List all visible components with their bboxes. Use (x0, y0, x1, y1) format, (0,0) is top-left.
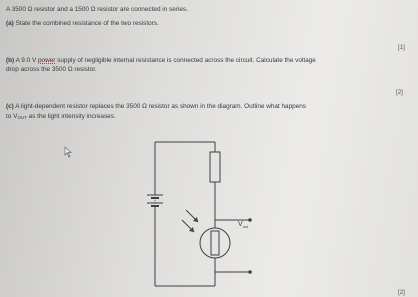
question-intro: A 3500 Ω resistor and a 1500 Ω resistor are connected in series. (6, 6, 188, 13)
part-c-line2-post: as the light intensity increases. (26, 113, 116, 120)
mouse-cursor-icon (64, 146, 73, 158)
circuit-diagram (140, 140, 280, 288)
part-b-line2: drop across the 3500 Ω resistor. (6, 66, 97, 73)
cell-symbol (147, 195, 163, 206)
part-c-question (6, 103, 306, 111)
part-b-question (6, 57, 316, 65)
output-terminal-bottom (248, 270, 252, 274)
part-c-line2 (6, 113, 116, 122)
part-c-line2-pre: to V (6, 113, 18, 120)
ldr-circle (200, 228, 230, 258)
part-b-label: (b) (6, 57, 15, 64)
part-b-line1-pre: A 9.0 V (15, 57, 38, 64)
part-c-label: (c) (6, 103, 14, 110)
part-b-underlined-word: power (38, 57, 56, 64)
fixed-resistor (210, 152, 220, 182)
output-terminal-top (248, 218, 252, 222)
part-a-question (6, 20, 159, 28)
part-b-marks: [2] (396, 89, 403, 96)
part-a-marks: [1] (398, 44, 405, 51)
part-c-line1: A light-dependent resistor replaces the 3500 Ω resistor as shown in the diagram. Outline what happens (15, 103, 306, 110)
part-a-label: (a) (6, 20, 14, 27)
vout-label: $V_{out}$ (238, 221, 249, 229)
ldr-resistor (211, 231, 219, 255)
part-b-line1-post: supply of negligible internal resistance is connected across the circuit. Calculate the voltage (55, 57, 316, 64)
vout-subscript: OUT (17, 115, 27, 120)
part-a-text: State the combined resistance of the two resistors. (15, 20, 159, 27)
part-c-marks: [2] (398, 289, 405, 296)
